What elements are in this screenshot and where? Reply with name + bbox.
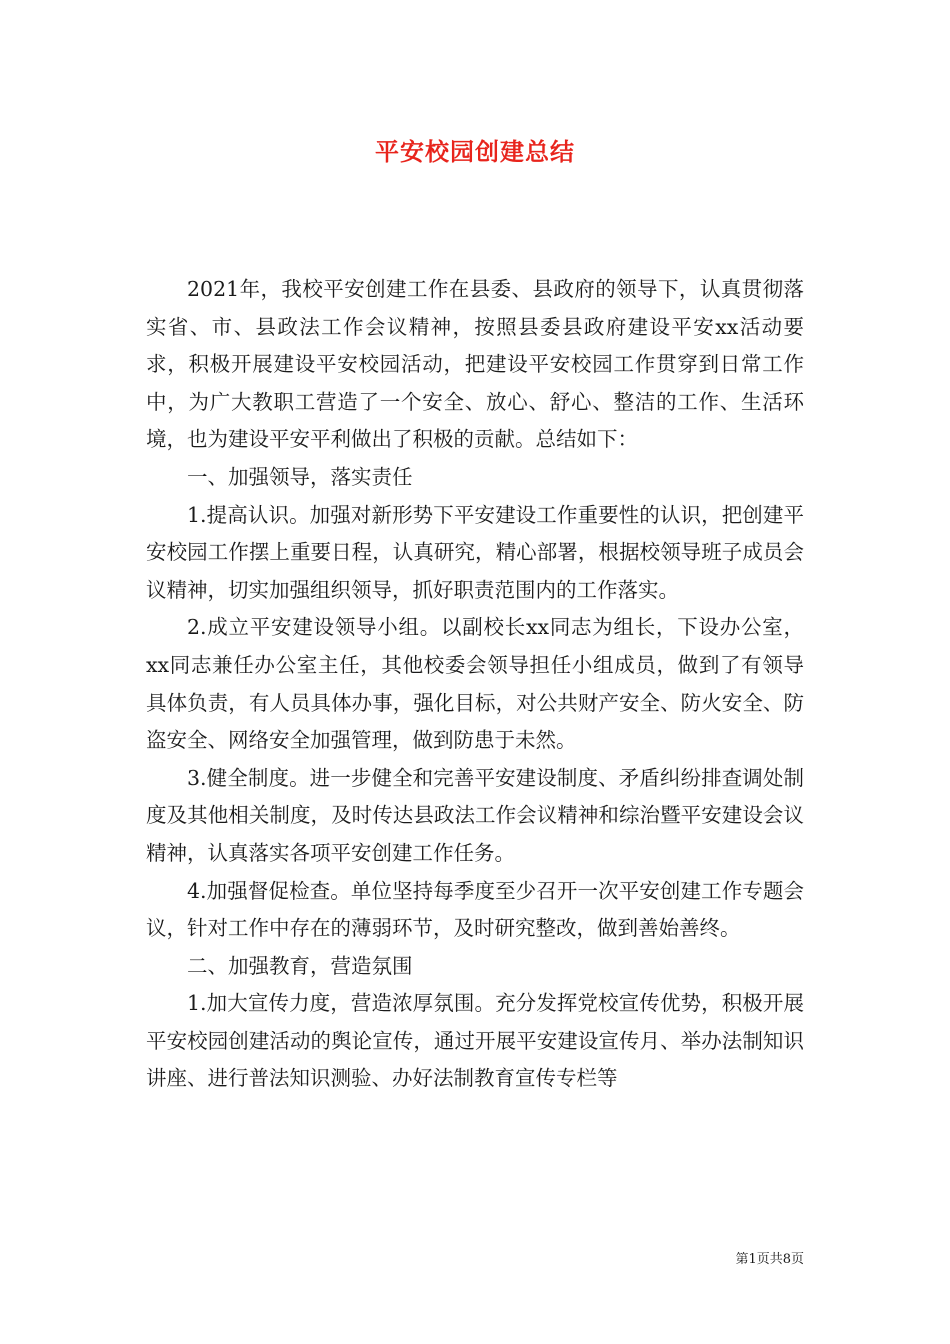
section-heading-1: 一、加强领导，落实责任 [187, 464, 413, 489]
document-title: 平安校园创建总结 [375, 138, 575, 166]
document-body [146, 271, 804, 1098]
paragraph-2-1: 1.加大宣传力度，营造浓厚氛围。充分发挥党校宣传优势，积极开展平安校园创建活动的舆论宣传，通过开展平安建设宣传月、举办法制知识讲座、进行普法知识测验、办好法制教育宣传专栏等 [146, 991, 804, 1091]
paragraph-1-3: 3.健全制度。进一步健全和完善平安建设制度、矛盾纠纷排查调处制度及其他相关制度，及时传达县政法工作会议精神和综治暨平安建设会议精神，认真落实各项平安创建工作任务。 [146, 765, 804, 865]
paragraph-1-1: 1.提高认识。加强对新形势下平安建设工作重要性的认识，把创建平安校园工作摆上重要日程，认真研究，精心部署，根据校领导班子成员会议精神，切实加强组织领导，抓好职责范围内的工作落实。 [146, 502, 804, 602]
section-heading-2: 二、加强教育，营造氛围 [187, 953, 413, 978]
paragraph-intro: 2021年，我校平安创建工作在县委、县政府的领导下，认真贯彻落实省、市、县政法工作会议精神，按照县委县政府建设平安xx活动要求，积极开展建设平安校园活动，把建设平安校园工作贯穿到日常工作中，为广大教职工营造了一个安全、放心、舒心、整洁的工作、生活环境，也为建设平安平利做出了积极的贡献。总结如下： [146, 277, 804, 452]
paragraph-1-4: 4.加强督促检查。单位坚持每季度至少召开一次平安创建工作专题会议，针对工作中存在的薄弱环节，及时研究整改，做到善始善终。 [146, 878, 804, 941]
paragraph-1-2: 2.成立平安建设领导小组。以副校长xx同志为组长，下设办公室，xx同志兼任办公室主任，其他校委会领导担任小组成员，做到了有领导具体负责，有人员具体办事，强化目标，对公共财产安全、防火安全、防盗安全、网络安全加强管理，做到防患于未然。 [146, 615, 804, 753]
page-number: 第1页共8页 [735, 1252, 804, 1267]
